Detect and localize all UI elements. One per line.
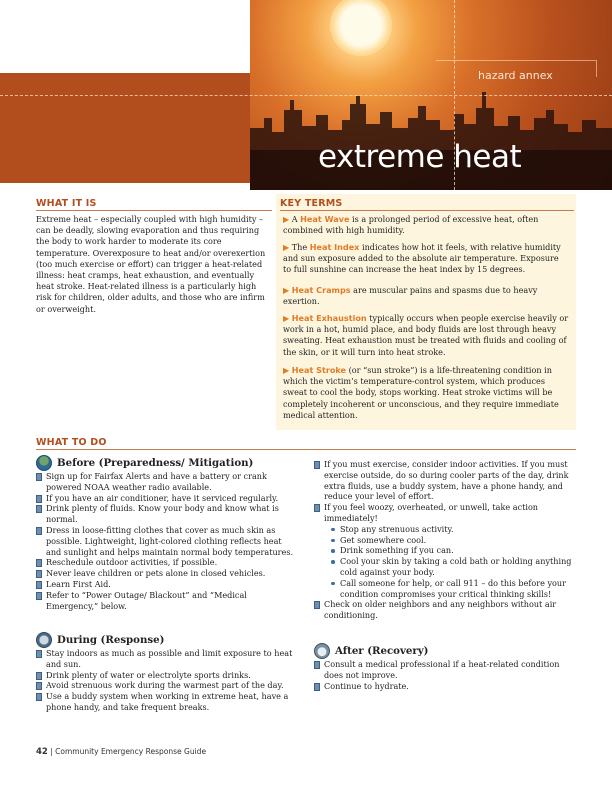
arrow-icon: ▶ xyxy=(283,314,290,323)
before-heading xyxy=(36,455,253,471)
list-item: Learn First Aid. xyxy=(36,579,298,590)
what-it-is-body: Extreme heat – especially coupled with high humidity – can be deadly, slowing evaporation and thus requiring the body to work harder to moderate its core temperature. Overexposure to heat and/or overexertion (too much exercise or effort) can trigger a heat-related illness: heat cramps, heat exhaustion, and eventually heat stroke. Heat-related illness is a particularly high risk for children, older adults, and those who are infirm or overweight. xyxy=(36,214,266,314)
list-item-text: If you feel woozy, overheated, or unwell, take action immediately! xyxy=(324,502,539,523)
list-item: Drink plenty of water or electrolyte sports drinks. xyxy=(36,670,298,681)
key-term-heat-exhaustion xyxy=(283,313,569,358)
list-item: Use a buddy system when working in extreme heat, have a phone handy, and take frequent breaks. xyxy=(36,691,298,713)
sub-list-item: Drink something if you can. xyxy=(324,545,576,556)
what-it-is-heading: WHAT IT IS xyxy=(36,198,97,209)
orange-header-band xyxy=(0,73,250,183)
list-item: Consult a medical professional if a heat-related condition does not improve. xyxy=(314,659,576,681)
sub-list-item: Cool your skin by taking a cold bath or holding anything cold against your body. xyxy=(324,556,576,578)
list-item: Refer to “Power Outage/ Blackout” and “Medical Emergency,” below. xyxy=(36,590,298,612)
section-divider xyxy=(36,210,272,211)
arrow-icon: ▶ xyxy=(283,215,290,224)
key-term-heat-stroke xyxy=(283,365,569,421)
during-label: During (Response) xyxy=(57,634,165,646)
section-divider xyxy=(280,210,574,211)
before-list xyxy=(36,471,298,611)
term-definition: indicates how hot it feels, with relative humidity and sun exposure added to the absolute air temperature. Exposure to full sunshine can increase the heat index by 15 degrees. xyxy=(283,242,561,275)
page-footer xyxy=(36,747,206,757)
term-name: Heat Cramps xyxy=(291,285,351,295)
list-item xyxy=(314,502,576,599)
list-item: Check on older neighbors and any neighbors without air conditioning. xyxy=(314,599,576,621)
after-list xyxy=(314,659,576,691)
key-terms-heading: KEY TERMS xyxy=(280,198,343,209)
list-item: Continue to hydrate. xyxy=(314,681,576,692)
list-item: Avoid strenuous work during the warmest part of the day. xyxy=(36,680,298,691)
dashed-rule-horizontal xyxy=(0,95,612,96)
list-item: Stay indoors as much as possible and limit exposure to heat and sun. xyxy=(36,648,298,670)
term-name: Heat Stroke xyxy=(291,365,347,375)
term-definition: are muscular pains and spasms due to heavy exertion. xyxy=(283,285,538,307)
right-column-list xyxy=(314,459,576,621)
term-lead: A xyxy=(291,214,301,224)
term-definition: is a prolonged period of excessive heat, often combined with high humidity. xyxy=(283,214,539,236)
term-name: Heat Index xyxy=(309,242,360,252)
section-divider xyxy=(36,449,576,450)
term-name: Heat Wave xyxy=(300,214,350,224)
page-title: extreme heat xyxy=(318,139,522,175)
during-heading xyxy=(36,632,164,648)
after-heading xyxy=(314,643,428,659)
term-lead: The xyxy=(291,242,310,252)
sub-list-item: Call someone for help, or call 911 – do this before your condition compromises your critical thinking skills! xyxy=(324,578,576,600)
globe-icon xyxy=(36,455,52,471)
responder-icon xyxy=(36,632,52,648)
page-number: 42 xyxy=(36,747,48,757)
list-item: Reschedule outdoor activities, if possible. xyxy=(36,557,298,568)
sub-list-item: Get somewhere cool. xyxy=(324,535,576,546)
key-term-heat-index xyxy=(283,242,569,276)
arrow-icon: ▶ xyxy=(283,366,290,375)
before-label: Before (Preparedness/ Mitigation) xyxy=(57,457,254,469)
footer-separator: | xyxy=(50,747,53,756)
list-item: If you must exercise, consider indoor activities. If you must exercise outside, do so during cooler parts of the day, drink extra fluids, use a buddy system, have a phone handy, and reduce your level of effort. xyxy=(314,459,576,502)
sub-list-item: Stop any strenuous activity. xyxy=(324,524,576,535)
during-list xyxy=(36,648,298,713)
arrow-icon: ▶ xyxy=(283,243,290,252)
term-definition: typically occurs when people exercise heavily or work in a hot, humid place, and body fluids are lost through heavy sweating. Heat exhaustion must be treated with fluids and cooling of the skin, or it will turn into heat stroke. xyxy=(283,313,569,357)
header-banner xyxy=(0,0,612,190)
what-to-do-heading: WHAT TO DO xyxy=(36,437,107,448)
recovery-icon xyxy=(314,643,330,659)
arrow-icon: ▶ xyxy=(283,286,290,295)
list-item: Dress in loose-fitting clothes that cover as much skin as possible. Lightweight, light-colored clothing reflects heat and sunlight and helps maintain normal body temperatures. xyxy=(36,525,298,557)
list-item: If you have an air conditioner, have it serviced regularly. xyxy=(36,493,298,504)
list-item: Sign up for Fairfax Alerts and have a battery or crank powered NOAA weather radio available. xyxy=(36,471,298,493)
guide-name: Community Emergency Response Guide xyxy=(55,747,207,756)
term-name: Heat Exhaustion xyxy=(291,313,367,323)
sub-list xyxy=(324,524,576,600)
term-definition: (or “sun stroke”) is a life-threatening condition in which the victim’s temperature-control system, which produces sweat to cool the body, stops working. Heat stroke victims will be completely incoherent or unconscious, and they require immediate medical attention. xyxy=(283,365,559,420)
hazard-annex-label: hazard annex xyxy=(478,69,553,82)
list-item: Drink plenty of fluids. Know your body and know what is normal. xyxy=(36,503,298,525)
after-label: After (Recovery) xyxy=(335,645,429,657)
key-term-heat-cramps xyxy=(283,285,569,307)
key-term-heat-wave xyxy=(283,214,569,236)
list-item: Never leave children or pets alone in closed vehicles. xyxy=(36,568,298,579)
